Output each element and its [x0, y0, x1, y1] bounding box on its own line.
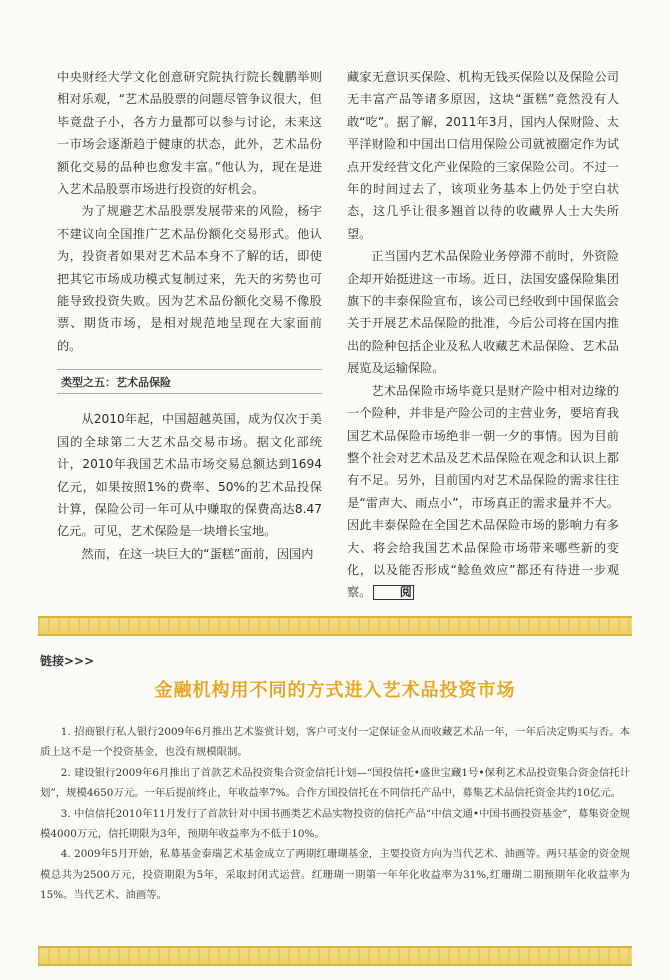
end-mark-icon: 阅	[373, 585, 413, 600]
list-item: 4. 2009年5月开始，私募基金泰瑞艺术基金成立了两期红珊瑚基金，主要投资方向为当代艺术、油画等。两只基金的资金规模总共为2500万元，投资期限为5年，采取封闭式运营。红珊瑚一期第一年年化收益率为31%,红珊瑚二期预期年化收益率为15%。当代艺术、油画等。	[40, 848, 630, 902]
paragraph: 然而，在这一块巨大的“蛋糕”面前，因国内	[81, 546, 314, 561]
list-item: 1. 招商银行私人银行2009年6月推出艺术鉴赏计划，客户可支付一定保证金从而收藏艺术品一年，一年后决定购买与否。本质上这不是一个投资基金，也没有规模限制。	[40, 726, 630, 759]
decorative-border-top	[38, 616, 632, 636]
paragraph: 藏家无意识买保险、机构无钱买保险以及保险公司无丰富产品等诸多原因，这块“蛋糕”竟然没有人敢“吃”。据了解，2011年3月，国内人保财险、太平洋财险和中国出口信用保险公司就被圈定作为试点开发经营文化产业保险的三家保险公司。不过一年的时间过去了，该项业务基本上仍处于空白状态，这几乎让很多翘首以待的收藏界人士大失所望。	[347, 70, 619, 241]
right-column	[347, 66, 619, 604]
left-column	[57, 66, 322, 565]
paragraph: 正当国内艺术品保险业务停滞不前时，外资险企却开始挺进这一市场。近日，法国安盛保险集团旗下的丰泰保险宣布，该公司已经收到中国保监会关于开展艺术品保险的批准，今后公司将在国内推出的险种包括企业及私人收藏艺术品保险、艺术品展览及运输保险。	[347, 249, 619, 376]
sidebar-body	[40, 722, 630, 906]
paragraph-text: 艺术品保险市场毕竟只是财产险中相对边缘的一个险种，并非是产险公司的主营业务，要培育我国艺术品保险市场绝非一朝一夕的事情。因为目前整个社会对艺术品及艺术品保险在观念和认识上都有不足。另外，目前国内对艺术品保险的需求往往是“雷声大、雨点小”，市场真正的需求量并不大。因此丰泰保险在全国艺术品保险市场的影响力有多大、将会给我国艺术品保险市场带来哪些新的变化，以及能否形成“鲶鱼效应”都还有待进一步观察。	[347, 383, 619, 600]
sidebar-title: 金融机构用不同的方式进入艺术品投资市场	[154, 680, 516, 701]
paragraph: 为了规避艺术品股票发展带来的风险，杨宇不建议向全国推广艺术品份额化交易形式。他认为，投资者如果对艺术品本身不了解的话，即使把其它市场成功模式复制过来，先天的劣势也可能导致投资失败。因为艺术品份额化交易不像股票、期货市场，是相对规范地呈现在大家面前的。	[57, 204, 322, 353]
paragraph	[347, 380, 619, 604]
list-item: 2. 建设银行2009年6月推出了首款艺术品投资集合资金信托计划—“国投信托•盛世宝藏1号•保利艺术品投资集合资金信托计划”，规模4650万元。一年后提前终止，年收益率7%。合作方国投信托在不同信托产品中，募集艺术品信托资金共约10亿元。	[40, 766, 630, 800]
section-heading: 类型之五：艺术品保险	[57, 369, 322, 394]
decorative-border-bottom	[38, 946, 632, 966]
paragraph: 中央财经大学文化创意研究院执行院长魏鹏举则相对乐观，“艺术品股票的问题尽管争议很大，但毕竟盘子小，各方力量都可以参与讨论，未来这一市场会逐渐趋于健康的状态，此外，艺术品份额化交易的品种也愈发丰富。”他认为，现在是进入艺术品股票市场进行投资的好机会。	[57, 70, 322, 197]
paragraph: 从2010年起，中国超越英国，成为仅次于美国的全球第二大艺术品交易市场。据文化部统计，2010年我国艺术品市场交易总额达到1694亿元，如果按照1%的费率、50%的艺术品投保计算，保险公司一年可从中赚取的保费高达8.47亿元。可见，艺术保险是一块增长宝地。	[57, 412, 322, 539]
list-item: 3. 中信信托2010年11月发行了首款针对中国书画类艺术品实物投资的信托产品“中信文通•中国书画投资基金”，募集资金规模4000万元，信托期限为3年，预期年收益率为不低于10%。	[40, 807, 630, 841]
link-label: 链接>>>	[40, 654, 95, 668]
